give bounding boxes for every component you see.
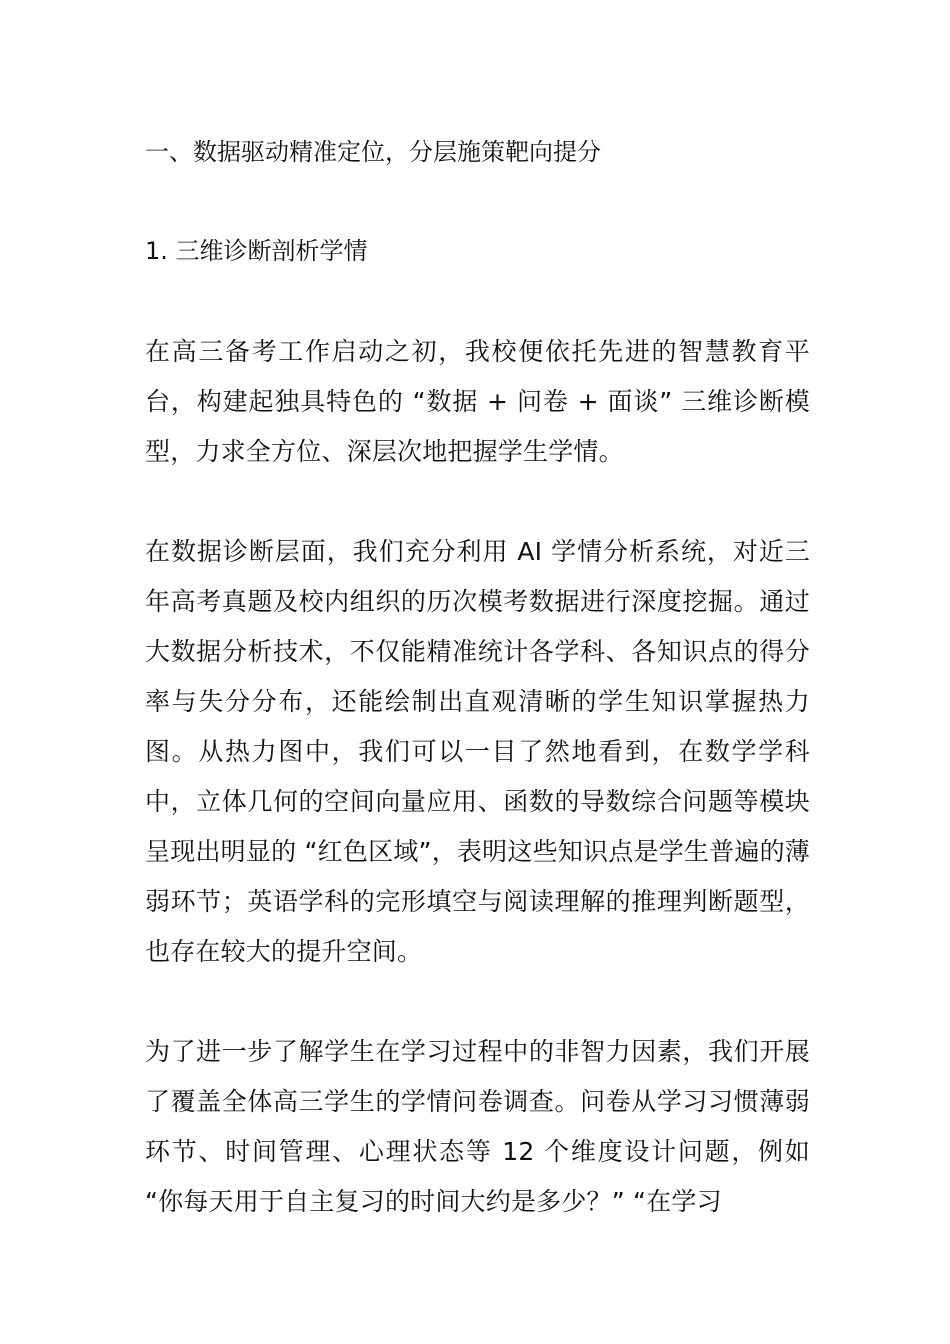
paragraph-data-diagnosis: 在数据诊断层面，我们充分利用 AI 学情分析系统，对近三年高考真题及校内组织的历次模考数据进行深度挖掘。通过大数据分析技术，不仅能精准统计各学科、各知识点的得分率与失分分布，还能绘制出直观清晰的学生知识掌握热力图。从热力图中，我们可以一目了然地看到，在数学学科中，立体几何的空间向量应用、函数的导数综合问题等模块呈现出明显的 “红色区域”，表明这些知识点是学生普遍的薄弱环节；英语学科的完形填空与阅读理解的推理判断题型，也存在较大的提升空间。	[145, 537, 810, 966]
document-body	[145, 130, 810, 1277]
section-heading: 一、数据驱动精准定位，分层施策靶向提分	[145, 138, 601, 166]
subsection-heading: 1. 三维诊断剖析学情	[145, 237, 368, 265]
paragraph-questionnaire: 为了进一步了解学生在学习过程中的非智力因素，我们开展了覆盖全体高三学生的学情问卷调查。问卷从学习习惯薄弱环节、时间管理、心理状态等 12 个维度设计问题，例如 “你每天用于自主复习的时间大约是多少？” “在学习	[145, 1037, 810, 1216]
paragraph-intro: 在高三备考工作启动之初，我校便依托先进的智慧教育平台，构建起独具特色的 “数据 + 问卷 + 面谈” 三维诊断模型，力求全方位、深层次地把握学生学情。	[145, 337, 810, 466]
